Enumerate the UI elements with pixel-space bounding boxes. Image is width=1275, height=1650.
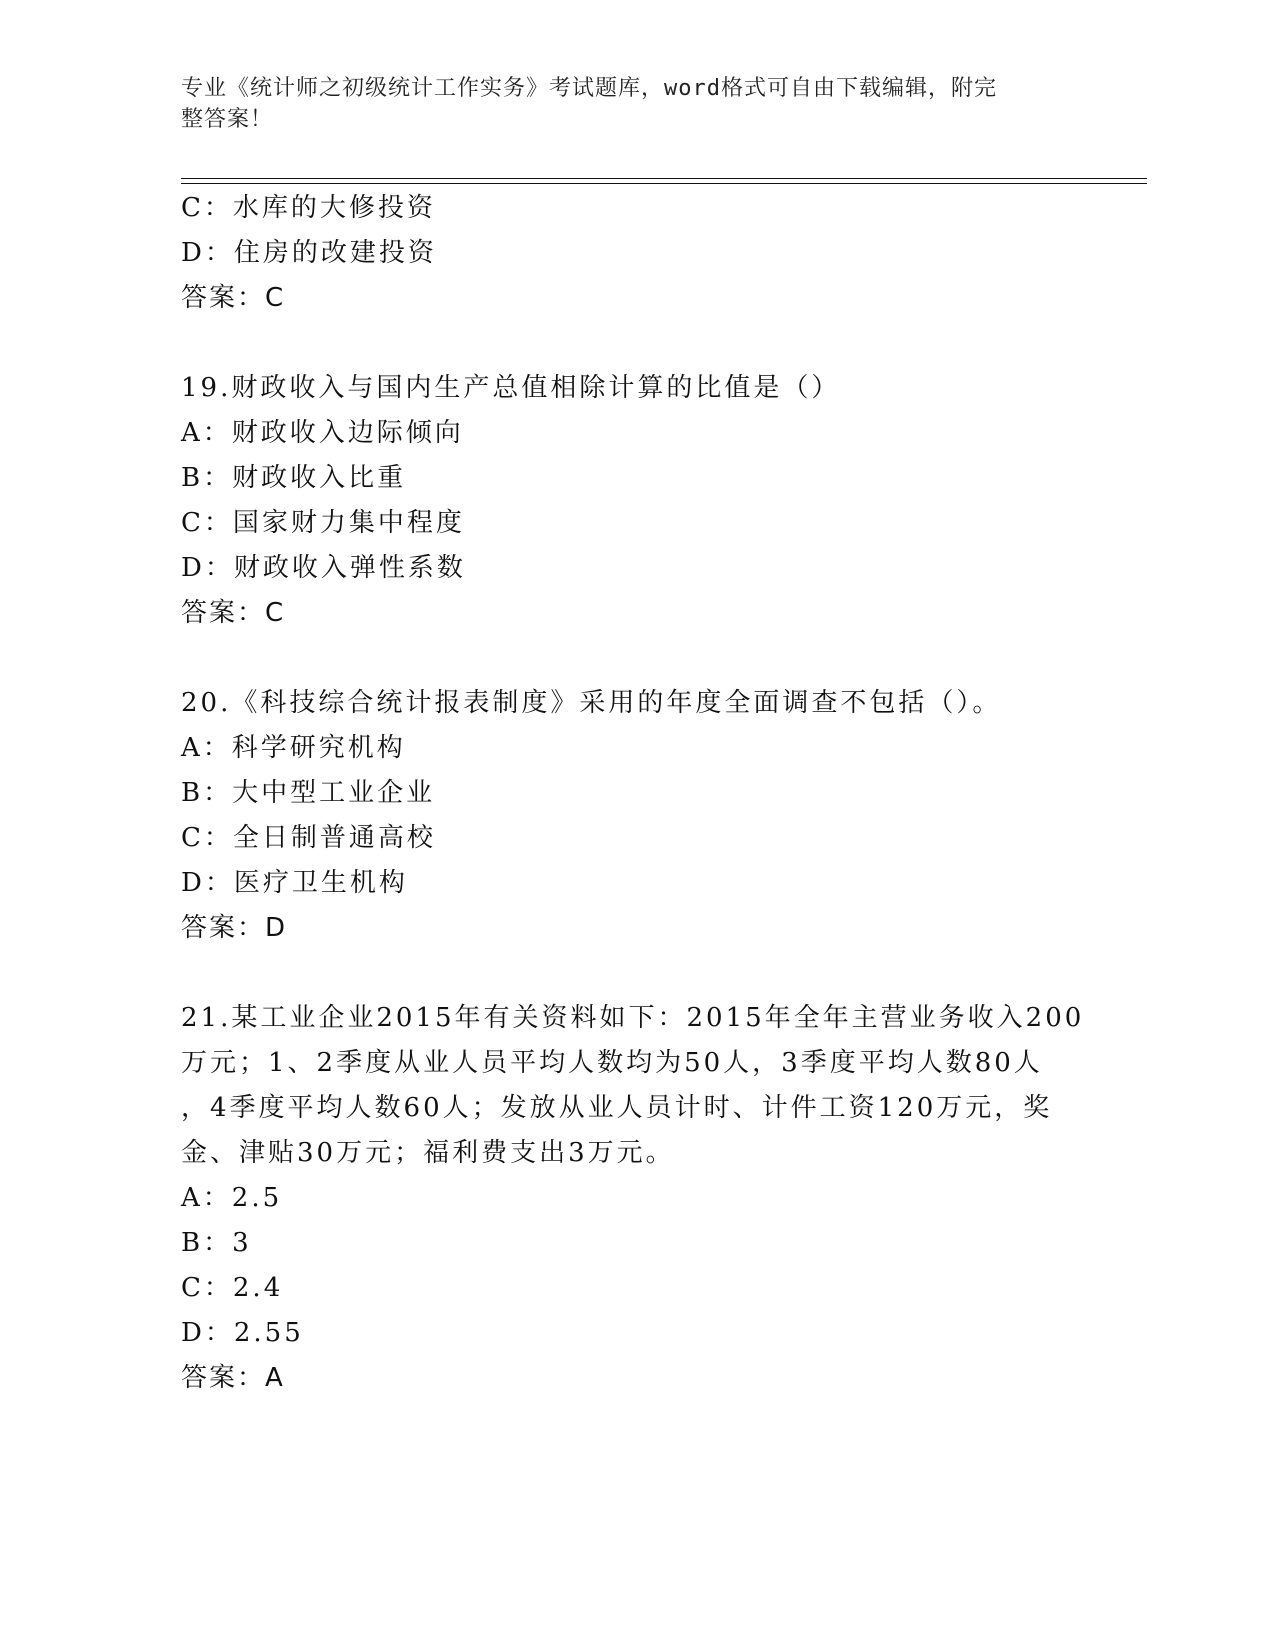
- q20-answer: 答案：D: [181, 913, 288, 943]
- header-rule-bottom: [181, 183, 1147, 184]
- q19-option-d: D：财政收入弹性系数: [181, 553, 466, 583]
- question-19: [181, 366, 1061, 636]
- q21-option-a: A：2.5: [181, 1183, 283, 1213]
- q21-stem-line-3: ，4季度平均人数60人；发放从业人员计时、计件工资120万元，奖: [181, 1093, 1053, 1123]
- question-20: [181, 681, 1061, 951]
- q21-stem-line-1: 21.某工业企业2015年有关资料如下：2015年全年主营业务收入200: [181, 1003, 1085, 1033]
- q19-option-a: A：财政收入边际倾向: [181, 418, 464, 448]
- q19-answer: 答案：C: [181, 598, 286, 628]
- q20-option-b: B：大中型工业企业: [181, 778, 436, 808]
- q21-stem-line-2: 万元；1、2季度从业人员平均人数均为50人，3季度平均人数80人: [181, 1048, 1043, 1078]
- question-list: [181, 186, 1085, 1401]
- q18-option-c: C：水库的大修投资: [181, 193, 436, 223]
- q21-answer: 答案：A: [181, 1363, 285, 1393]
- spacer: [181, 321, 1061, 366]
- q21-option-b: B：3: [181, 1228, 252, 1258]
- spacer: [181, 951, 1061, 996]
- q21-option-d: D：2.55: [181, 1318, 304, 1348]
- q18-answer: 答案：C: [181, 283, 286, 313]
- q18-option-d: D：住房的改建投资: [181, 238, 437, 268]
- q20-option-d: D：医疗卫生机构: [181, 868, 408, 898]
- spacer: [181, 636, 1061, 681]
- q19-stem: 19.财政收入与国内生产总值相除计算的比值是（）: [181, 373, 841, 403]
- question-21: [181, 996, 1085, 1401]
- header-rule-top: [181, 178, 1147, 179]
- document-header: [181, 73, 1041, 135]
- q19-option-b: B：财政收入比重: [181, 463, 407, 493]
- q21-option-c: C：2.4: [181, 1273, 284, 1303]
- header-line-1: 专业《统计师之初级统计工作实务》考试题库，word格式可自由下载编辑，附完: [181, 76, 997, 101]
- q19-option-c: C：国家财力集中程度: [181, 508, 465, 538]
- question-18: [181, 186, 1061, 321]
- q21-stem-line-4: 金、津贴30万元；福利费支出3万元。: [181, 1138, 675, 1168]
- q20-stem: 20.《科技综合统计报表制度》采用的年度全面调查不包括（）。: [181, 688, 1002, 718]
- q20-option-a: A：科学研究机构: [181, 733, 406, 763]
- q20-option-c: C：全日制普通高校: [181, 823, 436, 853]
- header-line-2: 整答案！: [181, 107, 274, 132]
